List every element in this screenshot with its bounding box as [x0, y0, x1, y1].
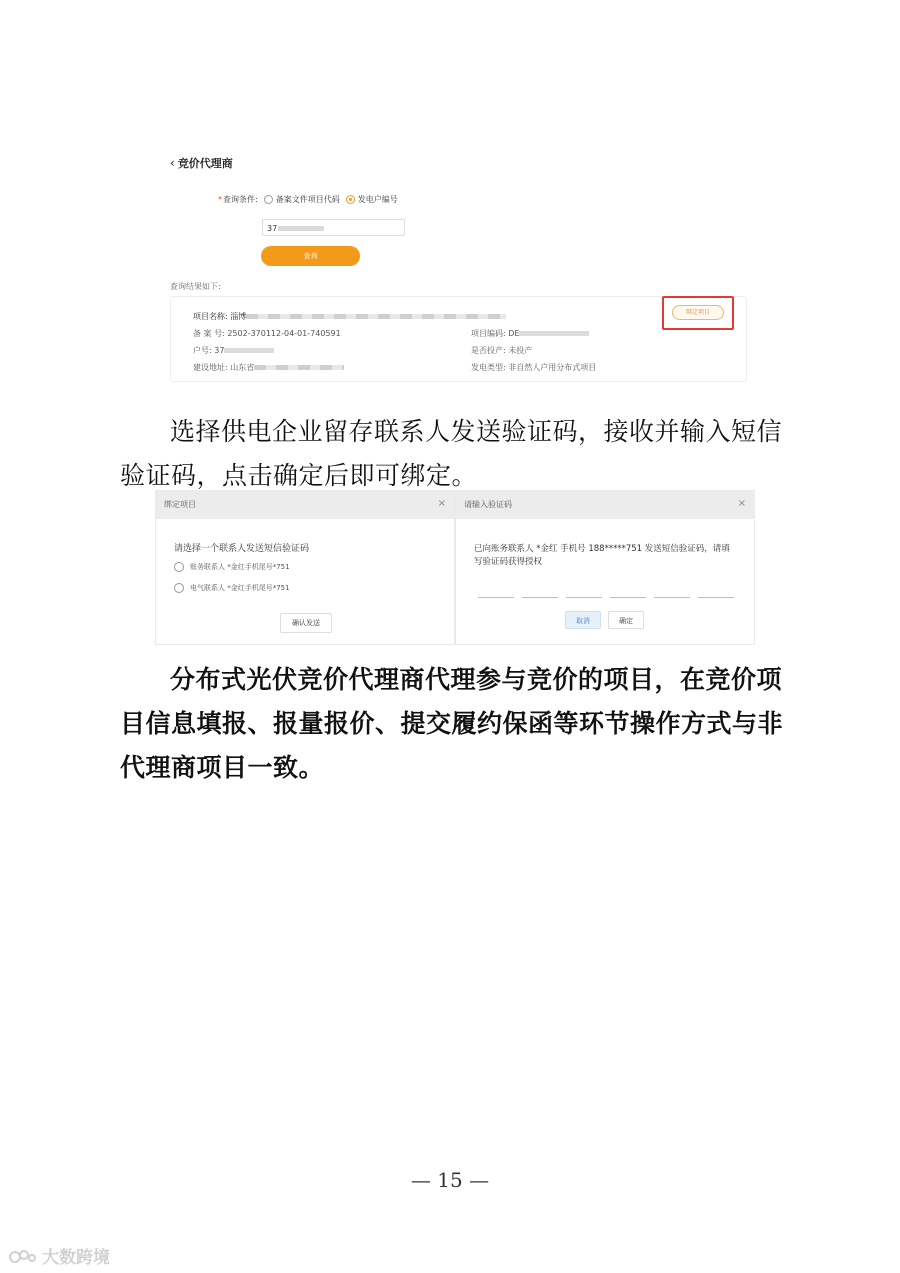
redacted-mask [246, 314, 506, 319]
radio-electrical-contact[interactable]: 电气联系人 *金红手机尾号*751 [174, 583, 290, 593]
ok-button[interactable]: 确定 [608, 611, 644, 629]
redacted-mask [224, 348, 274, 353]
highlight-box [662, 296, 734, 330]
agent-search-panel [158, 145, 758, 390]
radio-record-code[interactable]: 备案文件项目代码 [264, 194, 340, 205]
result-card [170, 296, 747, 382]
project-code: 项目编码: DE [471, 328, 589, 339]
query-condition-label: *查询条件: [218, 195, 258, 204]
instruction-paragraph-1: 选择供电企业留存联系人发送验证码，接收并输入短信验证码，点击确定后即可绑定。 [120, 417, 783, 490]
record-number: 备 案 号: 2502-370112-04-01-740591 [193, 329, 341, 338]
radio-icon [174, 562, 184, 572]
instruction-paragraph-2: 分布式光伏竞价代理商代理参与竞价的项目，在竞价项目信息填报、报量报价、提交履约保函等环节操作方式与非代理商项目一致。 [120, 665, 784, 782]
close-icon[interactable]: × [437, 498, 446, 509]
code-digit-input[interactable] [698, 597, 734, 598]
bind-project-button[interactable]: 绑定项目 [672, 305, 724, 320]
code-digit-input[interactable] [522, 597, 558, 598]
account-number: 户号: 37 [193, 345, 274, 356]
radio-icon [264, 195, 273, 204]
redacted-mask [254, 365, 344, 370]
project-name: 项目名称: 淄博 [193, 311, 506, 322]
redacted-mask [519, 331, 589, 336]
radio-selected-icon [346, 195, 355, 204]
radio-icon [174, 583, 184, 593]
bind-project-dialog [155, 490, 455, 645]
close-icon[interactable]: × [737, 498, 746, 509]
query-button[interactable]: 查询 [261, 246, 360, 266]
dialog-header [456, 491, 754, 519]
redacted-mask [278, 226, 324, 231]
chevron-left-icon: ‹ [170, 156, 175, 170]
code-digit-input[interactable] [610, 597, 646, 598]
panel-title: 竞价代理商 [177, 157, 233, 170]
build-address: 建设地址: 山东省 [193, 362, 344, 373]
query-condition-row [218, 194, 398, 205]
page-number: — 15 — [410, 1168, 490, 1192]
generation-type: 发电类型: 非自然人户用分布式项目 [471, 363, 597, 372]
dialog-prompt: 请选择一个联系人发送短信验证码 [174, 544, 310, 554]
confirm-send-button[interactable]: 确认发送 [280, 613, 332, 633]
code-digit-input[interactable] [654, 597, 690, 598]
dialog-header [156, 491, 454, 519]
verification-code-dialog [455, 490, 755, 645]
sms-sent-message: 已向账务联系人 *金红 手机号 188*****751 发送短信验证码，请填写验证码获得授权 [474, 544, 730, 567]
watermark-logo-icon [8, 1247, 38, 1265]
radio-billing-contact[interactable]: 账务联系人 *金红手机尾号*751 [174, 562, 290, 572]
invested-status: 是否投产: 未投产 [471, 346, 533, 355]
code-digit-input[interactable] [566, 597, 602, 598]
code-digit-input[interactable] [478, 597, 514, 598]
results-header: 查询结果如下: [170, 282, 221, 291]
cancel-button[interactable]: 取消 [565, 611, 601, 629]
dialog-title: 请输入验证码 [464, 500, 512, 509]
watermark: 大数跨境 [8, 1243, 110, 1268]
back-link[interactable] [170, 155, 233, 171]
radio-account-number[interactable]: 发电户编号 [346, 194, 398, 205]
dialog-title: 绑定项目 [164, 500, 196, 509]
account-number-input[interactable]: 37 [262, 219, 405, 236]
